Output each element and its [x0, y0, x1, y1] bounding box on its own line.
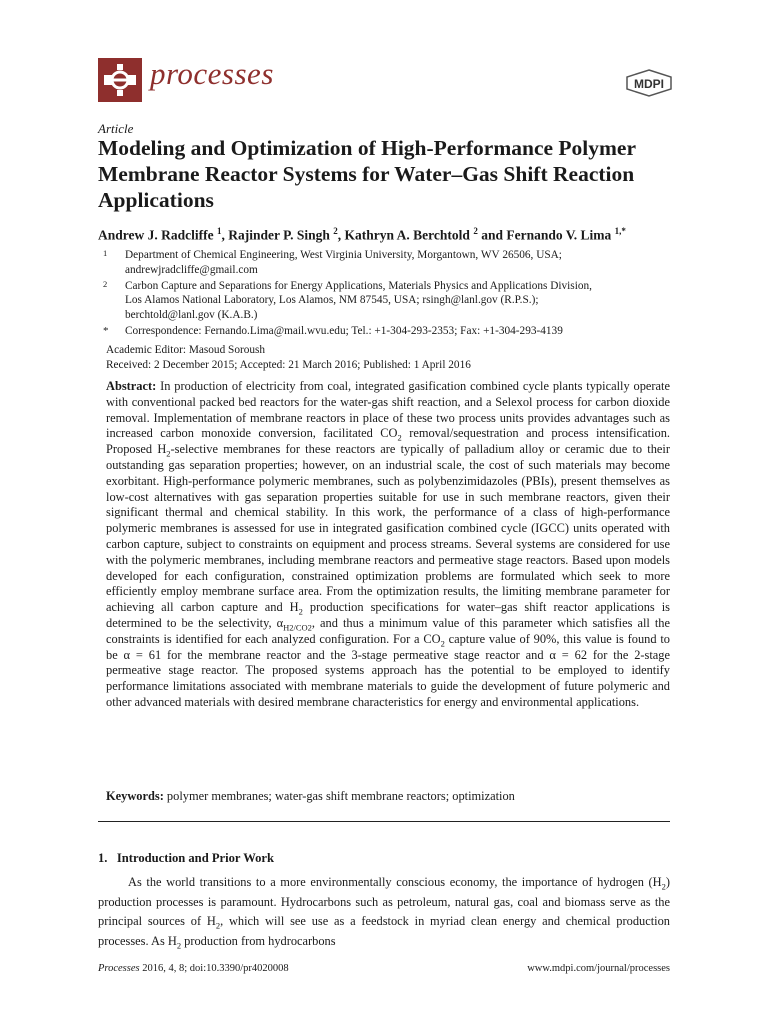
divider: [98, 821, 670, 822]
mdpi-logo-icon: [625, 69, 673, 97]
keywords-label: Keywords:: [106, 789, 164, 803]
correspondence-text: Correspondence: Fernando.Lima@mail.wvu.edu; Tel.: +1-304-293-2353; Fax: +1-304-293-4139: [125, 324, 563, 337]
author-name: Rajinder P. Singh: [228, 227, 330, 243]
article-type: Article: [98, 121, 134, 136]
affiliation-text: Department of Chemical Engineering, West Virginia University, Morgantown, WV 26506, USA; andrewjradcliffe@gmail.com: [125, 249, 562, 276]
footer-citation: Processes 2016, 4, 8; doi:10.3390/pr4020008: [98, 963, 289, 974]
section-heading: 1. Introduction and Prior Work: [98, 851, 274, 865]
author-name: Andrew J. Radcliffe: [98, 227, 214, 243]
keywords-text: polymer membranes; water-gas shift membrane reactors; optimization: [163, 789, 515, 803]
author-affil-marker: 1: [217, 226, 222, 236]
academic-editor: Academic Editor: Masoud Soroush: [106, 344, 266, 356]
author-list: Andrew J. Radcliffe $^1$, Rajinder P. Singh $^2$, Kathryn A. Berchtold $^2$ and Fernando V. Lima $^{1,*}$: [98, 226, 626, 243]
processes-logo-icon: [98, 58, 142, 102]
affiliation-text: Carbon Capture and Separations for Energy Applications, Materials Physics and Applications Division, Los Alamos National Laboratory, Los Alamos, NM 87545, USA; rsingh@lanl.gov (R.P.S.); berchtold@lanl.gov (K.A.B.): [125, 279, 592, 322]
paper-title: Modeling and Optimization of High-Performance Polymer Membrane Reactor Systems for Water–Gas Shift Reaction Applications: [98, 136, 636, 212]
author-name: Fernando V. Lima: [506, 227, 612, 243]
correspondence-marker: *: [103, 324, 109, 337]
footer-url[interactable]: www.mdpi.com/journal/processes: [527, 963, 670, 974]
intro-paragraph: As the world transitions to a more environmentally conscious economy, the importance of hydrogen $(H_2)$ production processes is paramount. Hydrocarbons such as petroleum, natural gas, coal and biomass serve as the principal sources of $H_2$, which will see use as a feedstock in myriad clean energy and chemical production processes. As $H_2$ production from hydrocarbons: [98, 875, 670, 950]
keywords: [106, 789, 670, 804]
abstract: Abstract: In production of electricity from coal, integrated gasification combined cycle plants typically operate with conventional packed bed reactors for the water-gas shift reaction, and a Selexol process for carbon dioxide removal. Implementation of membrane reactors in place of these two process units provides advantages such as increased carbon monoxide conversion, facilitated $CO_2$ removal/sequestration and process intensification. Proposed $H_2$-selective membranes for these reactors are typically of palladium alloy or ceramic due to their outstanding gas separation properties; however, on an industrial scale, the cost of such materials may become exorbitant. High-performance polymeric membranes, such as polybenzimidazoles (PBIs), present themselves as low-cost alternatives with gas separation properties suitable for use in such membrane reactors, given their significant thermal and chemical stability. In this work, the performance of a class of high-performance polymeric membranes is assessed for use in integrated gasification combined cycle (IGCC) units operated with carbon capture, subject to constraints on equipment and process streams. Several systems are considered for use with the polymeric membranes, including membrane reactors and permeative stage reactors. Based upon models developed for each configuration, constrained optimization problems are formulated which seek to more efficiently employ membrane surface area. From the optimization results, the limiting membrane parameter for achieving all carbon capture and $H_2$ production specifications for water–gas shift reactor applications is determined to be the selectivity, $\alpha_{H2/CO2}$, and thus a minimum value of this parameter which satisfies all the constraints is identified for each analyzed configuration. For a $CO_2$ capture value of 90%, this value is found to be α = 61 for the membrane reactor and the 3-stage permeative stage reactor and α = 62 for the 2-stage permeative stage reactor. The proposed systems approach has the potential to be employed to identify performance limitations associated with membrane materials to guide the development of future polymeric and other advanced materials with desired membrane characteristics for energy and environmental applications.: [106, 379, 671, 709]
journal-name: processes: [150, 56, 274, 91]
author-name: Kathryn A. Berchtold: [344, 227, 470, 243]
affiliations: [103, 248, 673, 340]
author-affil-marker: 1,*: [614, 226, 626, 236]
journal-header: [98, 58, 673, 104]
publisher-name: MDPI: [634, 77, 664, 91]
abstract-label: Abstract:: [106, 379, 157, 393]
author-affil-marker: 2: [333, 226, 338, 236]
affiliation-marker: 2: [103, 278, 108, 289]
publication-dates: Received: 2 December 2015; Accepted: 21 March 2016; Published: 1 April 2016: [106, 359, 471, 371]
affiliation-marker: 1: [103, 248, 108, 258]
author-affil-marker: 2: [473, 226, 478, 236]
affiliation-item: [103, 248, 673, 278]
affiliation-item: [103, 279, 673, 323]
correspondence-item: [103, 324, 673, 339]
footer-journal: Processes: [98, 963, 140, 974]
